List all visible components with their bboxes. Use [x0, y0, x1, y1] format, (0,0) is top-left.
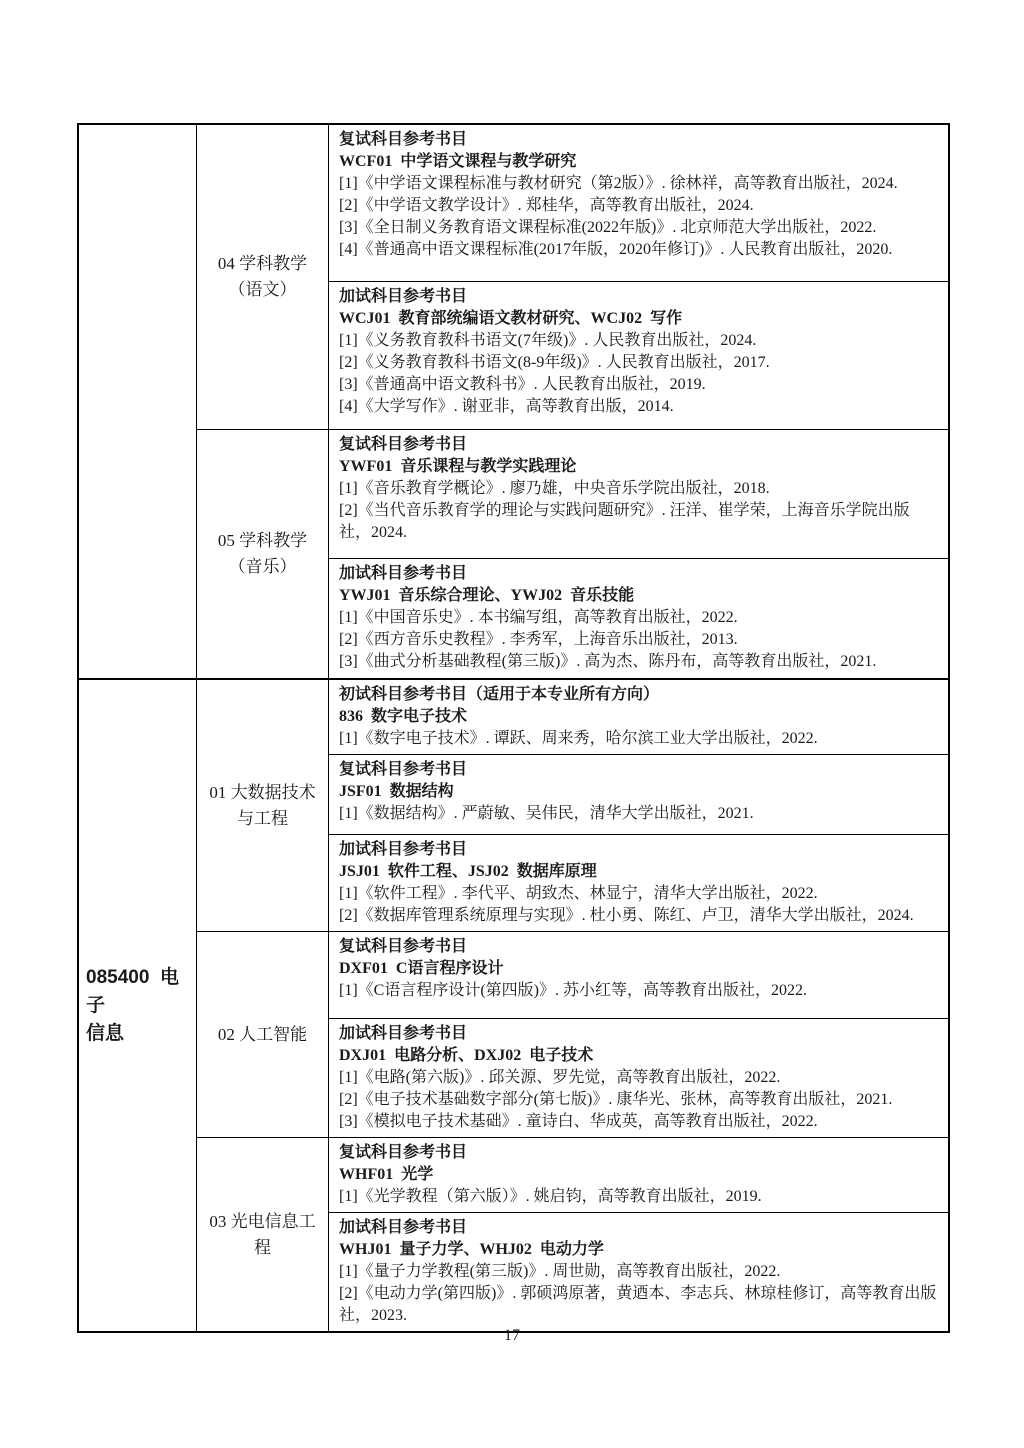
book-item: [2]《电动力学(第四版)》. 郭硕鸿原著，黄迺本、李志兵、林琼桂修订，高等教育出版社，2023.: [339, 1285, 937, 1324]
direction-row-02: [197, 931, 948, 1137]
book-item: [1]《音乐教育学概论》. 廖乃雄，中央音乐学院出版社，2018.: [339, 480, 770, 497]
book-item: [1]《光学教程（第六版）》. 姚启钧，高等教育出版社，2019.: [339, 1188, 762, 1205]
book-item: [1]《中国音乐史》. 本书编写组，高等教育出版社，2022.: [339, 609, 738, 626]
extra-test-books-block: [329, 1212, 948, 1331]
book-item: [4]《大学写作》. 谢亚非，高等教育出版，2014.: [339, 398, 674, 415]
books-cell: [329, 932, 948, 1137]
extra-test-books-block: [329, 834, 948, 931]
subject-code-line: DXF01 C语言程序设计: [339, 960, 504, 977]
direction-label-line: 程: [254, 1237, 271, 1257]
program-group-085400: [79, 678, 948, 1331]
book-item: [3]《模拟电子技术基础》. 童诗白、华成英，高等教育出版社，2022.: [339, 1113, 818, 1130]
retest-books-block: [329, 754, 948, 834]
retest-books-block: [329, 125, 948, 281]
subject-code-line: DXJ01 电路分析、DXJ02 电子技术: [339, 1047, 594, 1064]
program-code-line: 信息: [86, 1022, 125, 1044]
book-item: [4]《普通高中语文课程标准(2017年版，2020年修订)》. 人民教育出版社，2020.: [339, 241, 893, 258]
book-item: [3]《曲式分析基础教程(第三版)》. 高为杰、陈丹布，高等教育出版社，2021.: [339, 653, 877, 670]
retest-books-block: [329, 430, 948, 558]
program-group-1: [79, 125, 948, 678]
program-code-cell: [79, 680, 197, 1331]
retest-books-block: [329, 932, 948, 1018]
subject-code-line: JSF01 数据结构: [339, 783, 454, 800]
extra-test-books-block: [329, 558, 948, 678]
direction-row-04: [197, 125, 948, 429]
block-heading: 加试科目参考书目: [339, 288, 468, 305]
direction-label-line: 02 人工智能: [217, 1024, 308, 1044]
program-code-cell-empty: [79, 125, 197, 678]
book-item: [2]《当代音乐教育学的理论与实践问题研究》. 汪洋、崔学荣，上海音乐学院出版社，2024.: [339, 502, 910, 541]
subject-code-line: WHJ01 量子力学、WHJ02 电动力学: [339, 1241, 604, 1258]
book-item: [2]《中学语文教学设计》. 郑桂华，高等教育出版社，2024.: [339, 197, 754, 214]
program-group-085400-body: [197, 680, 948, 1331]
book-item: [2]《义务教育教科书语文(8-9年级)》. 人民教育出版社，2017.: [339, 354, 770, 371]
block-heading: 加试科目参考书目: [339, 841, 468, 858]
books-cell: [329, 430, 948, 678]
block-heading: 加试科目参考书目: [339, 565, 468, 582]
book-item: [2]《西方音乐史教程》. 李秀军，上海音乐出版社，2013.: [339, 631, 738, 648]
block-heading: 初试科目参考书目（适用于本专业所有方向）: [339, 686, 660, 703]
subject-code-line: YWJ01 音乐综合理论、YWJ02 音乐技能: [339, 587, 635, 604]
page-number: 17: [504, 1327, 520, 1344]
direction-label-line: 05 学科教学: [217, 531, 308, 550]
direction-label-cell: [197, 125, 329, 429]
page-footer: [0, 1326, 1024, 1346]
book-item: [1]《数字电子技术》. 谭跃、周来秀，哈尔滨工业大学出版社，2022.: [339, 730, 818, 747]
subject-code-line: YWF01 音乐课程与教学实践理论: [339, 458, 577, 475]
block-heading: 加试科目参考书目: [339, 1219, 468, 1236]
subject-code-line: JSJ01 软件工程、JSJ02 数据库原理: [339, 863, 597, 880]
direction-label-line: 04 学科教学: [217, 254, 308, 273]
direction-row-05: [197, 429, 948, 678]
extra-test-books-block: [329, 281, 948, 429]
block-heading: 加试科目参考书目: [339, 1025, 468, 1042]
direction-row-01: [197, 680, 948, 931]
book-item: [1]《软件工程》. 李代平、胡致杰、林显宁，清华大学出版社，2022.: [339, 885, 818, 902]
book-item: [1]《C语言程序设计(第四版)》. 苏小红等，高等教育出版社，2022.: [339, 982, 807, 999]
subject-code-line: WCF01 中学语文课程与教学研究: [339, 153, 577, 170]
book-item: [1]《中学语文课程标准与教材研究（第2版）》. 徐林祥，高等教育出版社，2024.: [339, 175, 898, 192]
block-heading: 复试科目参考书目: [339, 761, 468, 778]
direction-label-cell: [197, 680, 329, 931]
program-group-1-body: [197, 125, 948, 678]
books-cell: [329, 680, 948, 931]
book-item: [3]《普通高中语文教科书》. 人民教育出版社，2019.: [339, 376, 706, 393]
book-item: [1]《义务教育教科书语文(7年级)》. 人民教育出版社，2024.: [339, 332, 757, 349]
direction-row-03: [197, 1137, 948, 1331]
subject-code-line: 836 数字电子技术: [339, 708, 468, 725]
initial-test-books-block: [329, 680, 948, 754]
direction-label-line: 与工程: [237, 808, 288, 828]
extra-test-books-block: [329, 1018, 948, 1137]
block-heading: 复试科目参考书目: [339, 131, 468, 148]
block-heading: 复试科目参考书目: [339, 938, 468, 955]
block-heading: 复试科目参考书目: [339, 1144, 468, 1161]
direction-label-cell: [197, 932, 329, 1137]
direction-label-cell: [197, 430, 329, 678]
block-heading: 复试科目参考书目: [339, 436, 468, 453]
books-cell: [329, 125, 948, 429]
direction-label-line: （语文）: [228, 280, 297, 299]
subject-code-line: WHF01 光学: [339, 1166, 434, 1183]
book-item: [1]《电路(第六版)》. 邱关源、罗先觉，高等教育出版社，2022.: [339, 1069, 781, 1086]
book-item: [2]《电子技术基础数字部分(第七版)》. 康华光、张林，高等教育出版社，2021.: [339, 1091, 893, 1108]
retest-books-block: [329, 1138, 948, 1212]
direction-label-line: （音乐）: [228, 557, 297, 576]
direction-label-line: 01 大数据技术: [209, 782, 316, 802]
reference-books-table: [77, 123, 950, 1333]
subject-code-line: WCJ01 教育部统编语文教材研究、WCJ02 写作: [339, 310, 683, 327]
program-code-line: 085400 电子: [86, 966, 179, 1016]
book-item: [1]《量子力学教程(第三版)》. 周世勋，高等教育出版社，2022.: [339, 1263, 781, 1280]
book-item: [2]《数据库管理系统原理与实现》. 杜小勇、陈红、卢卫，清华大学出版社，2024.: [339, 907, 914, 924]
direction-label-line: 03 光电信息工: [209, 1211, 316, 1231]
direction-label-cell: [197, 1138, 329, 1331]
books-cell: [329, 1138, 948, 1331]
book-item: [3]《全日制义务教育语文课程标准(2022年版)》. 北京师范大学出版社，2022.: [339, 219, 877, 236]
book-item: [1]《数据结构》. 严蔚敏、吴伟民，清华大学出版社，2021.: [339, 805, 754, 822]
